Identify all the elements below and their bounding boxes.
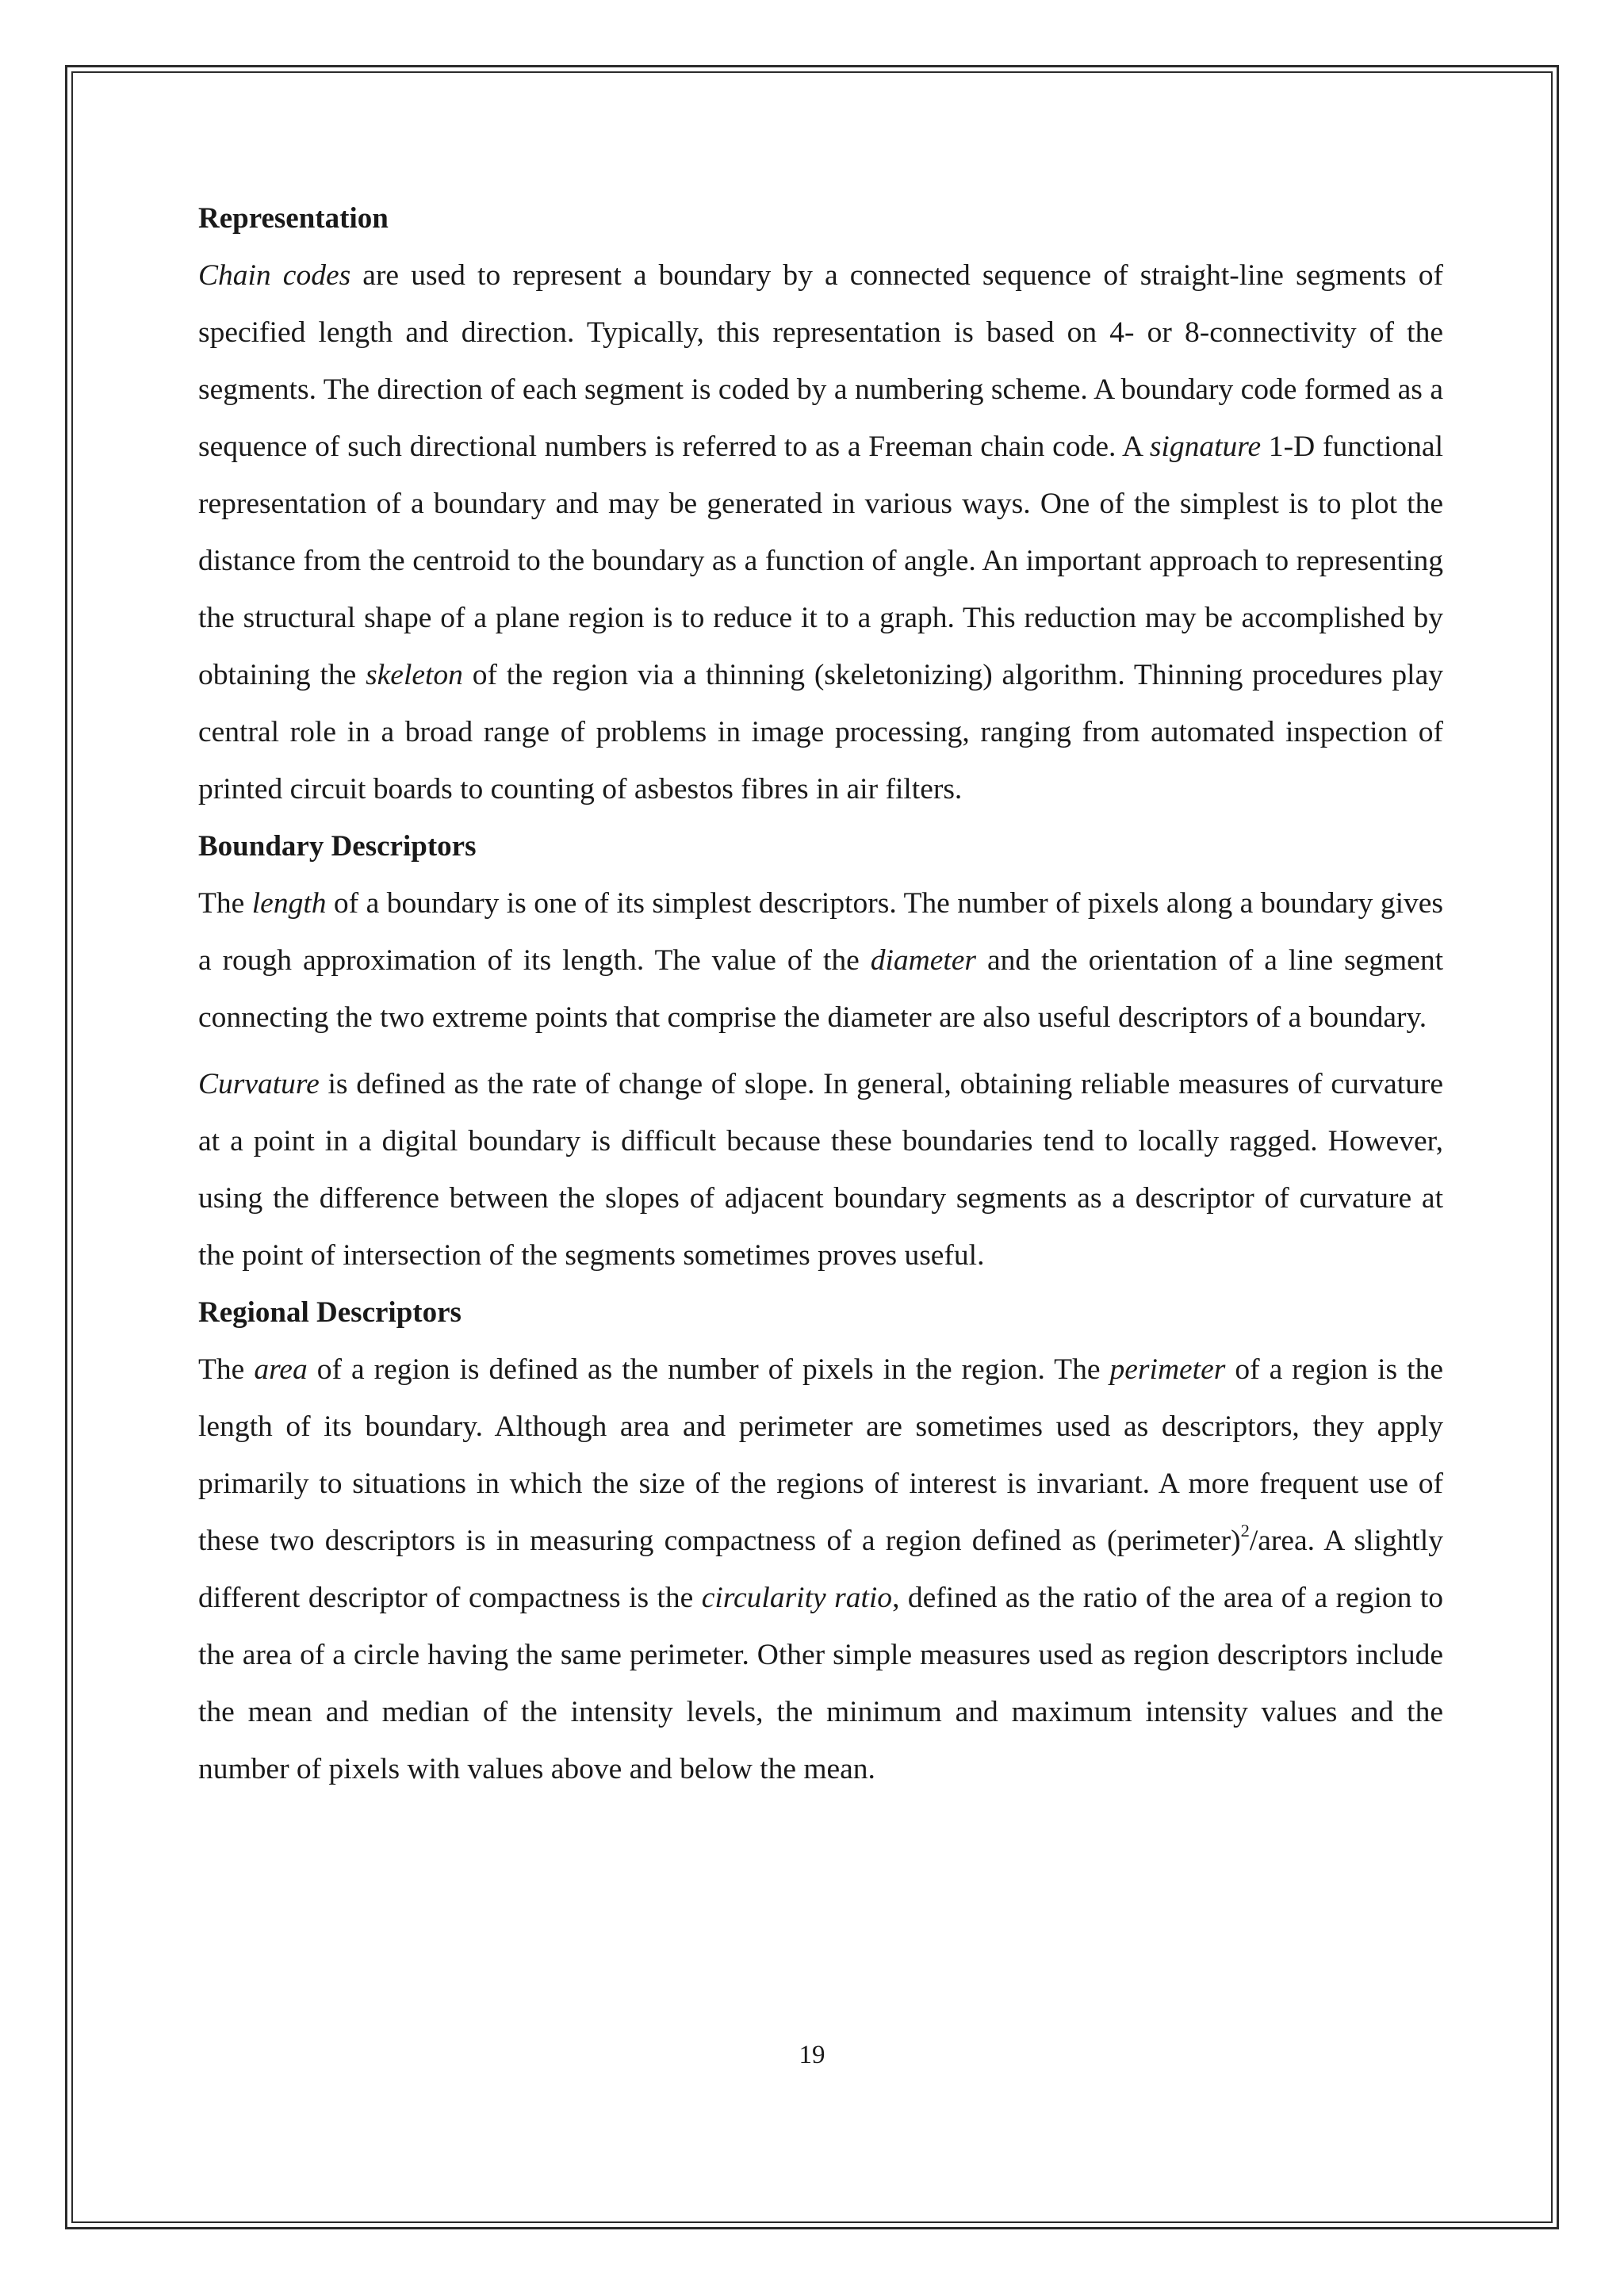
- text-run: of a region is defined as the number of pixels in the region. The: [307, 1353, 1110, 1386]
- section-heading-boundary-descriptors: Boundary Descriptors: [198, 830, 477, 863]
- text-run: is defined as the rate of change of slope. In general, obtaining reliable measures of curvature at a point in a digital boundary is difficult because these boundaries tend to locally ragged. However, using the difference between the slopes of adjacent boundary segments as a descriptor of curvature at the point of intersection of the segments sometimes proves useful.: [198, 1068, 1443, 1272]
- text-run: 1-D functional representation of a boundary and may be generated in various ways. One of the simplest is to plot the distance from the centroid to the boundary as a function of angle. An important approach to representing the structural shape of a plane region is to reduce it to a graph. This reduction may be accomplished by obtaining the: [198, 430, 1443, 691]
- paragraph-boundary-length: [198, 875, 1443, 1047]
- italic-term: Curvature: [198, 1068, 320, 1100]
- text-run: The: [198, 887, 252, 920]
- text-run: The: [198, 1353, 255, 1386]
- italic-term: Chain codes: [198, 259, 351, 292]
- italic-term: length: [251, 887, 327, 920]
- text-run: /area. A slightly different descriptor of compactness is the: [198, 1525, 1443, 1614]
- section-heading-representation: Representation: [198, 202, 389, 235]
- italic-term: perimeter: [1109, 1353, 1226, 1386]
- italic-term: diameter: [870, 944, 977, 977]
- section-heading-regional-descriptors: Regional Descriptors: [198, 1296, 462, 1329]
- italic-term: circularity ratio: [701, 1582, 893, 1614]
- page-number: 19: [799, 2041, 825, 2069]
- text-run: and the orientation of a line segment connecting the two extreme points that comprise the diameter are also useful descriptors of a boundary.: [198, 944, 1443, 1034]
- paragraph-representation: [198, 247, 1443, 818]
- text-run: of a boundary is one of its simplest descriptors. The number of pixels along a boundary gives a rough approximation of its length. The value of the: [198, 887, 1443, 977]
- paragraph-curvature: [198, 1056, 1443, 1284]
- text-run: of a region is the length of its boundary. Although area and perimeter are sometimes used as descriptors, they apply primarily to situations in which the size of the regions of interest is invariant. A more frequent use of these two descriptors is in measuring compactness of a region defined as (perimeter): [198, 1353, 1443, 1557]
- paragraph-area-perimeter: [198, 1341, 1443, 1798]
- italic-term: signature: [1149, 430, 1262, 463]
- text-run: , defined as the ratio of the area of a region to the area of a circle having the same perimeter. Other simple measures used as region descriptors include the mean and median of the intensity levels, the minimum and maximum intensity values and the number of pixels with values above and below the mean.: [198, 1582, 1443, 1785]
- text-run: of the region via a thinning (skeletonizing) algorithm. Thinning procedures play central role in a broad range of problems in image processing, ranging from automated inspection of printed circuit boards to counting of asbestos fibres in air filters.: [198, 659, 1443, 806]
- document-body: [198, 190, 1443, 1798]
- italic-term: skeleton: [366, 659, 463, 691]
- italic-term: area: [254, 1353, 308, 1386]
- text-run: are used to represent a boundary by a connected sequence of straight-line segments of specified length and direction. Typically, this representation is based on 4- or 8-connectivity of the segments. The direction of each segment is coded by a numbering scheme. A boundary code formed as a sequence of such directional numbers is referred to as a Freeman chain code. A: [198, 259, 1443, 463]
- superscript: 2: [1240, 1521, 1250, 1541]
